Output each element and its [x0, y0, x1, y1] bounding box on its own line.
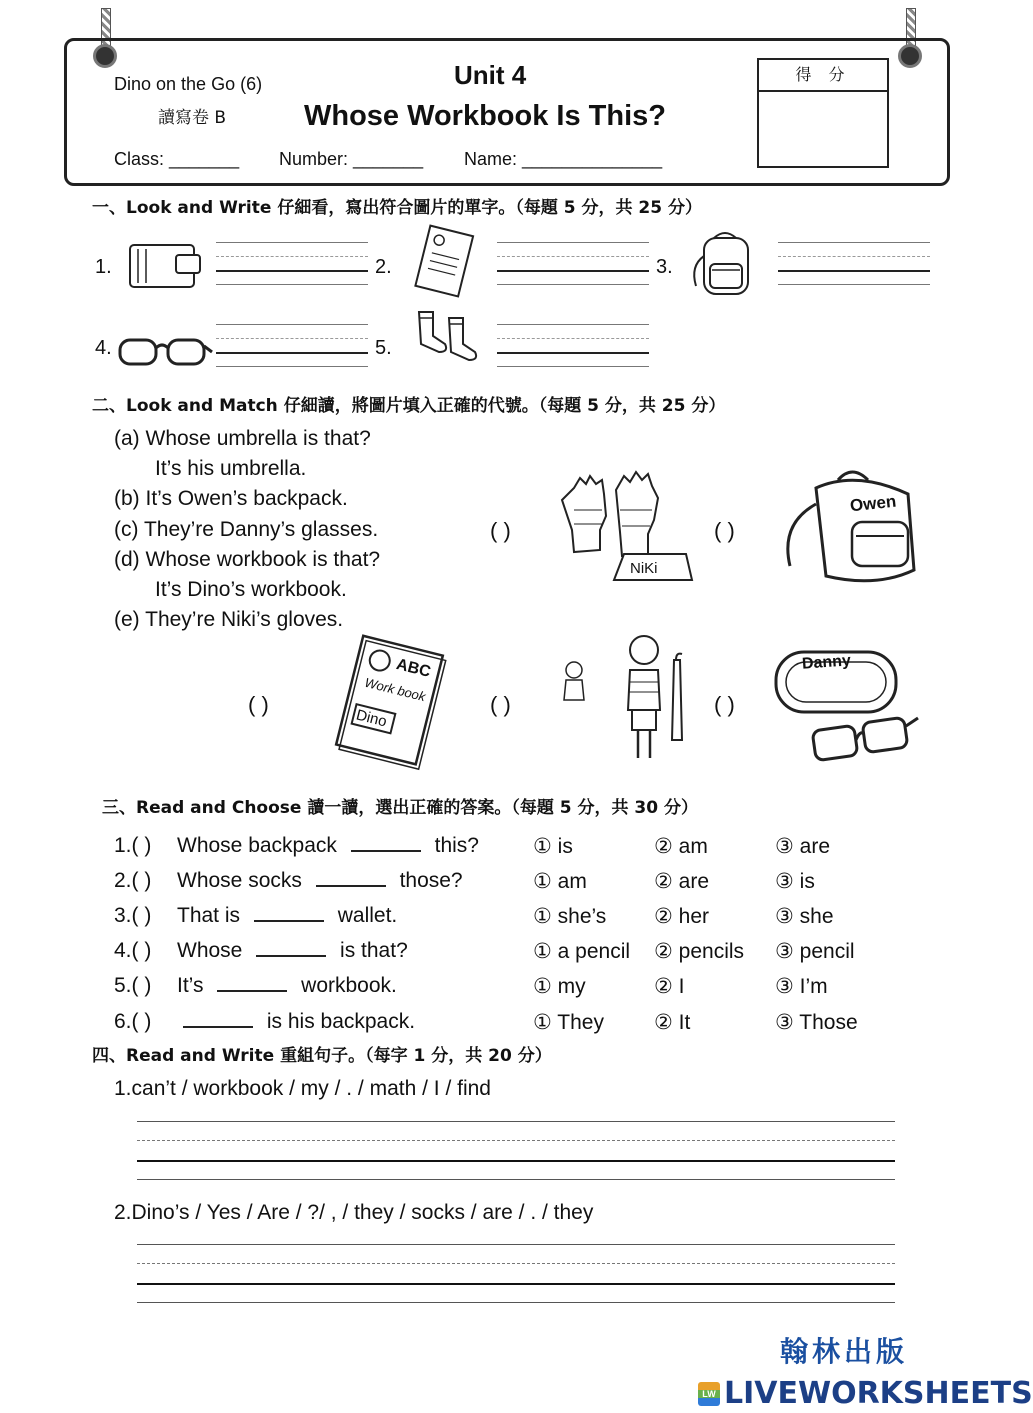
option[interactable]: ③ I’m — [775, 975, 828, 998]
question-post: is that? — [340, 939, 408, 962]
answer-line-5[interactable] — [497, 324, 649, 368]
section3-heading: 三、Read and Choose 讀一讀，選出正確的答案。（每題 5 分，共 30 分） — [102, 798, 699, 818]
name-field[interactable]: Name: ______________ — [464, 149, 663, 169]
question-post: those? — [399, 869, 463, 892]
class-field[interactable]: Class: _______ — [114, 149, 240, 169]
danny-tag: Danny — [801, 652, 852, 673]
hanger-ring-right — [898, 44, 922, 68]
dino-workbook-picture — [326, 638, 452, 766]
answer-line-4[interactable] — [216, 324, 368, 368]
score-box — [757, 58, 889, 168]
glasses-icon — [114, 332, 214, 372]
socks-icon — [405, 306, 485, 366]
answer-blank[interactable] — [316, 885, 386, 887]
owen-tag: Owen — [849, 491, 898, 516]
match-sentence: (e) They’re Niki’s gloves. — [114, 608, 344, 631]
section2-heading: 二、Look and Match 仔細讀，將圖片填入正確的代號。（每題 5 分，共 25 分） — [92, 396, 726, 416]
option[interactable]: ② are — [654, 870, 710, 893]
item-number: 3. — [656, 256, 673, 278]
series-label: Dino on the Go (6) — [114, 74, 263, 94]
score-label: 得 分 — [759, 60, 887, 92]
reorder-prompt: 1.can’t / workbook / my / . / math / I / find — [114, 1077, 491, 1100]
question-number[interactable]: 5.( ) — [114, 974, 152, 997]
answer-blank[interactable] — [351, 850, 421, 852]
question-number[interactable]: 6.( ) — [114, 1010, 152, 1033]
option[interactable]: ② am — [654, 835, 708, 858]
option[interactable]: ③ Those — [775, 1011, 858, 1034]
liveworksheets-wordmark[interactable]: LIVEWORKSHEETS — [724, 1376, 1033, 1411]
option[interactable]: ③ are — [775, 835, 831, 858]
question-post: workbook. — [301, 974, 397, 997]
unit-title: Unit 4 — [454, 60, 527, 90]
item-number: 2. — [375, 256, 392, 278]
match-answer-box[interactable]: ( ) — [490, 518, 511, 543]
question-number[interactable]: 4.( ) — [114, 939, 152, 962]
match-sentence: (c) They’re Danny’s glasses. — [114, 518, 379, 541]
item-number: 5. — [375, 337, 392, 359]
score-input[interactable] — [759, 92, 887, 166]
writing-lines-2[interactable] — [137, 1244, 895, 1306]
option[interactable]: ② I — [654, 975, 685, 998]
publisher-logo: 翰林出版 — [780, 1335, 909, 1368]
option[interactable]: ② her — [654, 905, 710, 928]
writing-lines-1[interactable] — [137, 1121, 895, 1183]
answer-line-1[interactable] — [216, 242, 368, 286]
option[interactable]: ① is — [533, 835, 573, 858]
workbook-icon — [410, 224, 478, 300]
question-text — [177, 834, 479, 858]
answer-line-3[interactable] — [778, 242, 930, 286]
section4-heading: 四、Read and Write 重組句子。（每字 1 分，共 20 分） — [92, 1046, 552, 1066]
question-post: wallet. — [337, 904, 398, 927]
option[interactable]: ② It — [654, 1011, 691, 1034]
number-field[interactable]: Number: _______ — [279, 149, 424, 169]
question-post: is his backpack. — [266, 1010, 416, 1033]
danny-glasses-picture — [772, 644, 922, 770]
owen-backpack-picture — [776, 464, 918, 592]
wallet-icon — [126, 241, 202, 291]
match-sentence: (a) Whose umbrella is that? — [114, 427, 371, 450]
match-sentence: (d) Whose workbook is that? — [114, 548, 381, 571]
question-pre: That is — [177, 904, 241, 927]
match-sentence: It’s his umbrella. — [155, 457, 307, 480]
answer-blank[interactable] — [217, 990, 287, 992]
question-number[interactable]: 1.( ) — [114, 834, 152, 857]
question-pre: Whose — [177, 939, 243, 962]
question-text — [177, 904, 397, 928]
logo-letters: LW — [702, 1389, 716, 1399]
section1-heading: 一、Look and Write 仔細看，寫出符合圖片的單字。（每題 5 分，共 25 分） — [92, 198, 702, 218]
match-answer-box[interactable]: ( ) — [714, 518, 735, 543]
option[interactable]: ① a pencil — [533, 940, 631, 963]
abc-tag: ABC — [394, 656, 433, 681]
match-answer-box[interactable]: ( ) — [248, 692, 269, 717]
option[interactable]: ③ pencil — [775, 940, 855, 963]
answer-blank[interactable] — [256, 955, 326, 957]
page-title: Whose Workbook Is This? — [304, 100, 666, 132]
backpack-icon — [686, 226, 764, 300]
question-text — [177, 1010, 415, 1034]
umbrella-girl-picture — [554, 630, 694, 766]
option[interactable]: ① my — [533, 975, 586, 998]
niki-tag: NiKi — [630, 560, 658, 577]
item-number: 4. — [95, 337, 112, 359]
question-number[interactable]: 3.( ) — [114, 904, 152, 927]
hanger-ring-left — [93, 44, 117, 68]
match-answer-box[interactable]: ( ) — [714, 692, 735, 717]
question-text — [177, 939, 408, 963]
question-post: this? — [434, 834, 479, 857]
option[interactable]: ① They — [533, 1011, 604, 1034]
paper-label: 讀寫卷 B — [158, 108, 227, 128]
answer-blank[interactable] — [183, 1026, 253, 1028]
question-number[interactable]: 2.( ) — [114, 869, 152, 892]
question-text — [177, 974, 397, 998]
match-sentence: (b) It’s Owen’s backpack. — [114, 487, 348, 510]
dino-tag: Dino — [354, 706, 389, 731]
question-pre: Whose socks — [177, 869, 302, 892]
match-sentence: It’s Dino’s workbook. — [155, 578, 347, 601]
match-answer-box[interactable]: ( ) — [490, 692, 511, 717]
answer-blank[interactable] — [254, 920, 324, 922]
option[interactable]: ③ she — [775, 905, 834, 928]
option[interactable]: ③ is — [775, 870, 815, 893]
gloves-picture — [554, 470, 694, 586]
option[interactable]: ② pencils — [654, 940, 745, 963]
item-number: 1. — [95, 256, 112, 278]
answer-line-2[interactable] — [497, 242, 649, 286]
option[interactable]: ① am — [533, 870, 587, 893]
question-pre: Whose backpack — [177, 834, 337, 857]
liveworksheets-logo-icon — [698, 1382, 720, 1406]
question-text — [177, 869, 463, 893]
option[interactable]: ① she’s — [533, 905, 607, 928]
reorder-prompt: 2.Dino’s / Yes / Are / ?/ , / they / socks / are / . / they — [114, 1201, 594, 1224]
workbook-tag: Work book — [363, 674, 428, 705]
question-pre: It’s — [177, 974, 204, 997]
